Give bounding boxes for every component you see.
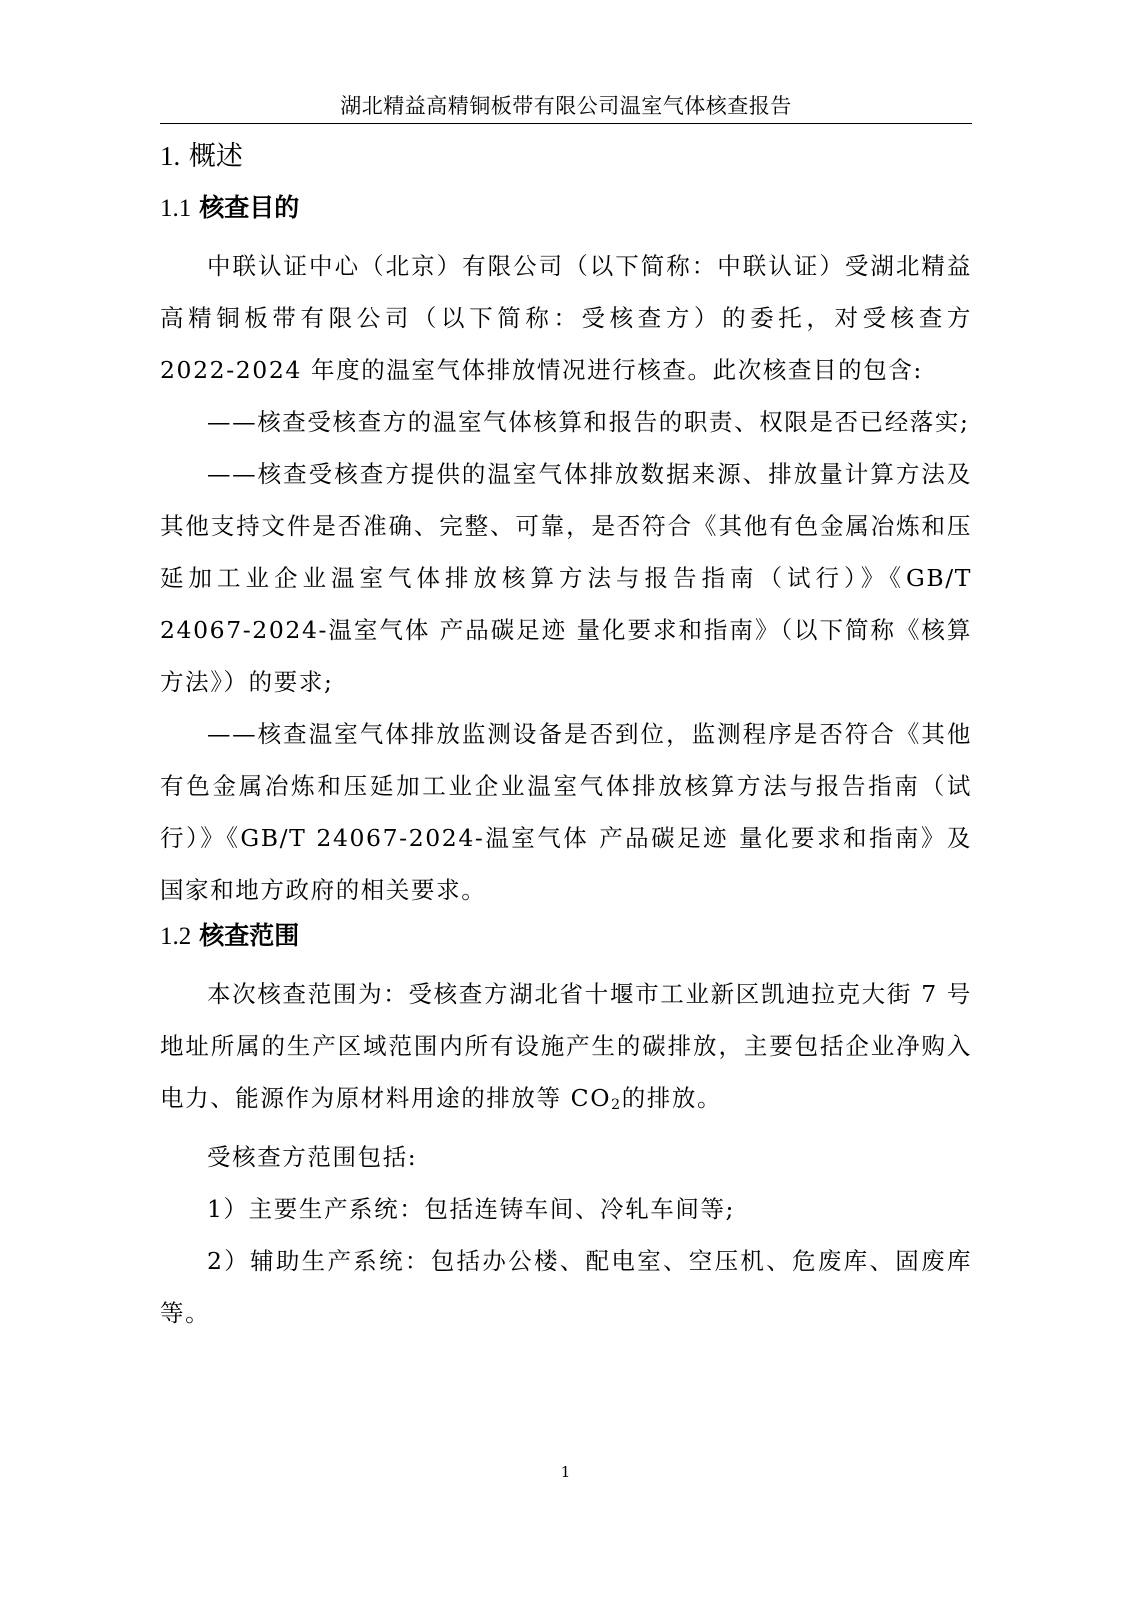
scope-text-end: 的排放。 bbox=[621, 1084, 723, 1112]
co2-subscript: 2 bbox=[611, 1096, 622, 1113]
purpose-item-data-sources: ——核查受核查方提供的温室气体排放数据来源、排放量计算方法及其他支持文件是否准确、完整、可靠，是否符合《其他有色金属冶炼和压延加工业企业温室气体排放核算方法与报告指南（试行）》《GB/T 24067-2024-温室气体 产品碳足迹 量化要求和指南》（以下简称《核算方法》）的要求; bbox=[160, 460, 972, 696]
section-1-2-heading bbox=[160, 916, 972, 968]
purpose-item-responsibility: ——核查受核查方的温室气体核算和报告的职责、权限是否已经落实; bbox=[207, 408, 970, 436]
section-1-number: 1. bbox=[160, 141, 181, 171]
page-content bbox=[160, 136, 972, 1339]
header-rule bbox=[160, 123, 972, 124]
scope-includes-paragraph: 受核查方范围包括: bbox=[207, 1142, 418, 1171]
scope-item-auxiliary-production: 2）辅助生产系统：包括办公楼、配电室、空压机、危废库、固废库等。 bbox=[160, 1246, 972, 1327]
page-number: 1 bbox=[560, 1463, 571, 1481]
scope-item-main-production: 1）主要生产系统：包括连铸车间、冷轧车间等; bbox=[207, 1194, 736, 1223]
section-1-2-title: 核查范围 bbox=[199, 921, 300, 950]
section-1-1-title: 核查目的 bbox=[199, 193, 300, 222]
scope-paragraph bbox=[160, 968, 972, 1131]
section-1-1-heading bbox=[160, 188, 972, 240]
scope-text: 本次核查范围为：受核查方湖北省十堰市工业新区凯迪拉克大街 7 号地址所属的生产区域范围内所有设施产生的碳排放，主要包括企业净购入电力、能源作为原材料用途的排放等 CO bbox=[160, 980, 972, 1112]
section-1-heading bbox=[160, 136, 972, 188]
running-header: 湖北精益高精铜板带有限公司温室气体核查报告 bbox=[340, 94, 792, 118]
section-1-title: 概述 bbox=[188, 141, 243, 172]
section-1-1-number: 1.1 bbox=[160, 195, 192, 222]
section-1-2-number: 1.2 bbox=[160, 923, 192, 950]
purpose-item-monitoring: ——核查温室气体排放监测设备是否到位，监测程序是否符合《其他有色金属冶炼和压延加工业企业温室气体排放核算方法与报告指南（试行）》《GB/T 24067-2024-温室气体 产品碳足迹 量化要求和指南》及国家和地方政府的相关要求。 bbox=[160, 720, 972, 904]
purpose-intro-paragraph: 中联认证中心（北京）有限公司（以下简称：中联认证）受湖北精益高精铜板带有限公司（以下简称：受核查方）的委托，对受核查方 2022-2024 年度的温室气体排放情况进行核查。此次核查目的包含: bbox=[160, 252, 972, 384]
